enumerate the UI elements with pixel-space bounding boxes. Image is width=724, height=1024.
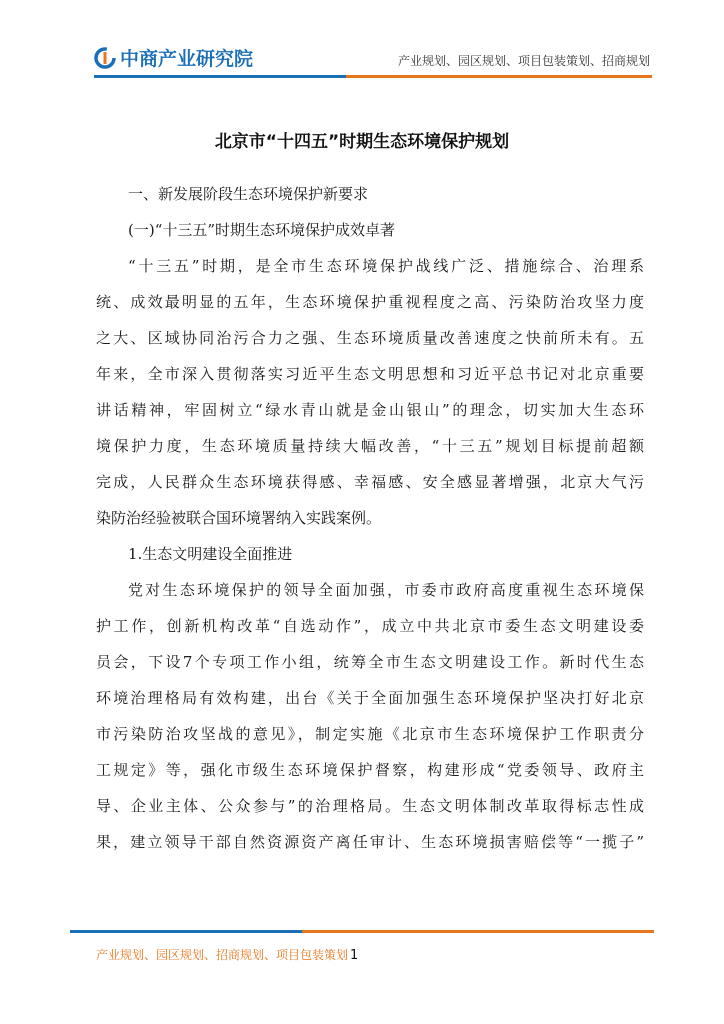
paragraph-line: 之大、区域协同治污合力之强、生态环境质量改善速度之快前所未有。五 [96,329,644,347]
page-number: 1 [350,948,359,963]
paragraph-line: 统、成效最明显的五年，生态环境保护重视程度之高、污染防治攻坚力度 [96,293,644,311]
logo-icon [94,47,116,69]
document-title: 北京市“十四五”时期生态环境保护规划 [214,132,510,152]
paragraph-line: “十三五”时期，是全市生态环境保护战线广泛、措施综合、治理系 [128,257,644,275]
item-heading: 1.生态文明建设全面推进 [128,545,293,563]
paragraph-line: 市污染防治攻坚战的意见》，制定实施《北京市生态环境保护工作职责分 [96,725,644,743]
company-logo [94,44,253,71]
paragraph-line: 年来，全市深入贯彻落实习近平生态文明思想和习近平总书记对北京重要 [96,365,644,383]
footer-divider-orange [302,930,654,933]
logo-text: 中商产业研究院 [120,48,254,70]
paragraph-line: 员会，下设7个专项工作小组，统筹全市生态文明建设工作。新时代生态 [96,653,644,671]
header-divider-blue [94,75,346,78]
paragraph-line: 导、企业主体、公众参与”的治理格局。生态文明体制改革取得标志性成 [96,797,644,815]
paragraph-line: 党对生态环境保护的领导全面加强，市委市政府高度重视生态环境保 [128,581,644,599]
paragraph-line: 讲话精神，牢固树立“绿水青山就是金山银山”的理念，切实加大生态环 [96,401,644,419]
section-heading: 一、新发展阶段生态环境保护新要求 [128,185,369,203]
header-divider-orange [346,75,652,78]
paragraph-line: 护工作，创新机构改革“自选动作”，成立中共北京市委生态文明建设委 [96,617,644,635]
paragraph-line: 果，建立领导干部自然资源资产离任审计、生态环境损害赔偿等“一揽子” [96,833,644,851]
page-footer [96,946,358,963]
footer-text: 产业规划、园区规划、招商规划、项目包装策划 [96,948,349,962]
footer-divider-blue [70,930,302,933]
paragraph-line: 完成，人民群众生态环境获得感、幸福感、安全感显著增强，北京大气污 [96,473,644,491]
paragraph-line: 染防治经验被联合国环境署纳入实践案例。 [96,509,382,527]
header-tagline: 产业规划、园区规划、项目包装策划、招商规划 [397,54,650,68]
subsection-heading: (一)“十三五”时期生态环境保护成效卓著 [128,221,396,239]
paragraph-line: 工规定》等，强化市级生态环境保护督察，构建形成“党委领导、政府主 [96,761,644,779]
document-body [96,176,644,860]
page-header [94,38,654,78]
paragraph-line: 环境治理格局有效构建，出台《关于全面加强生态环境保护坚决打好北京 [96,689,644,707]
paragraph-line: 境保护力度，生态环境质量持续大幅改善，“十三五”规划目标提前超额 [96,437,644,455]
